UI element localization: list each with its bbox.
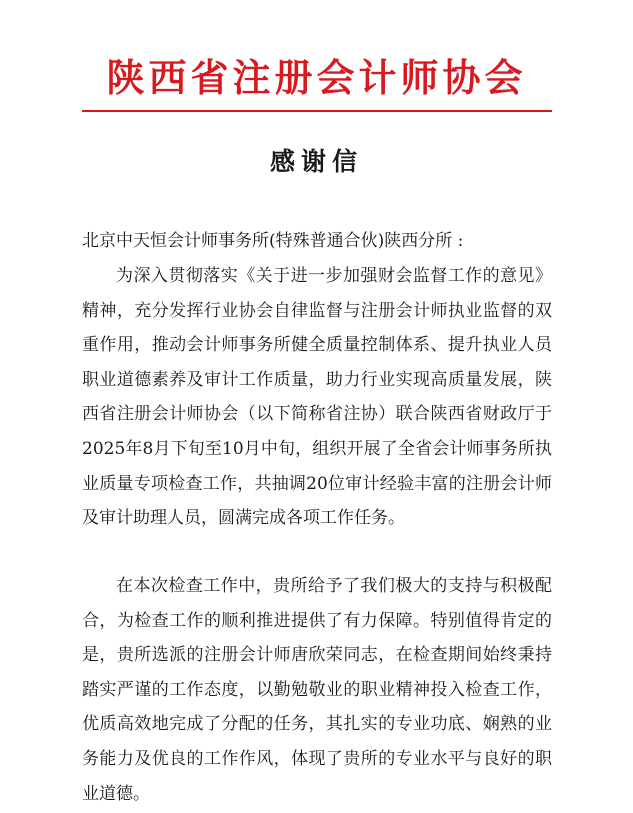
salutation: 北京中天恒会计师事务所(特殊普通合伙)陕西分所 :	[82, 231, 464, 251]
body-paragraph-2: 在本次检查工作中，贵所给予了我们极大的支持与积极配合，为检查工作的顺利推进提供了有力保障。特别值得肯定的是，贵所选派的注册会计师唐欣荣同志，在检查期间始终秉持踏实严谨的工作态度，以勤勉敬业的职业精神投入检查工作，优质高效地完成了分配的任务，其扎实的专业功底、娴熟的业务能力及优良的工作作风，体现了贵所的专业水平与良好的职业道德。	[82, 576, 552, 804]
organization-letterhead: 陕西省注册会计师协会	[106, 55, 527, 100]
body-paragraph-1: 为深入贯彻落实《关于进一步加强财会监督工作的意见》精神，充分发挥行业协会自律监督与注册会计师执业监督的双重作用，推动会计师事务所健全质量控制体系、提升执业人员职业道德素养及审计工作质量，助力行业实现高质量发展，陕西省注册会计师协会（以下简称省注协）联合陕西省财政厅于2025年8月下旬至10月中旬，组织开展了全省会计师事务所执业质量专项检查工作，共抽调20位审计经验丰富的注册会计师及审计助理人员，圆满完成各项工作任务。	[82, 266, 552, 529]
letterhead-divider	[82, 110, 552, 112]
document-title: 感谢信	[269, 147, 363, 176]
